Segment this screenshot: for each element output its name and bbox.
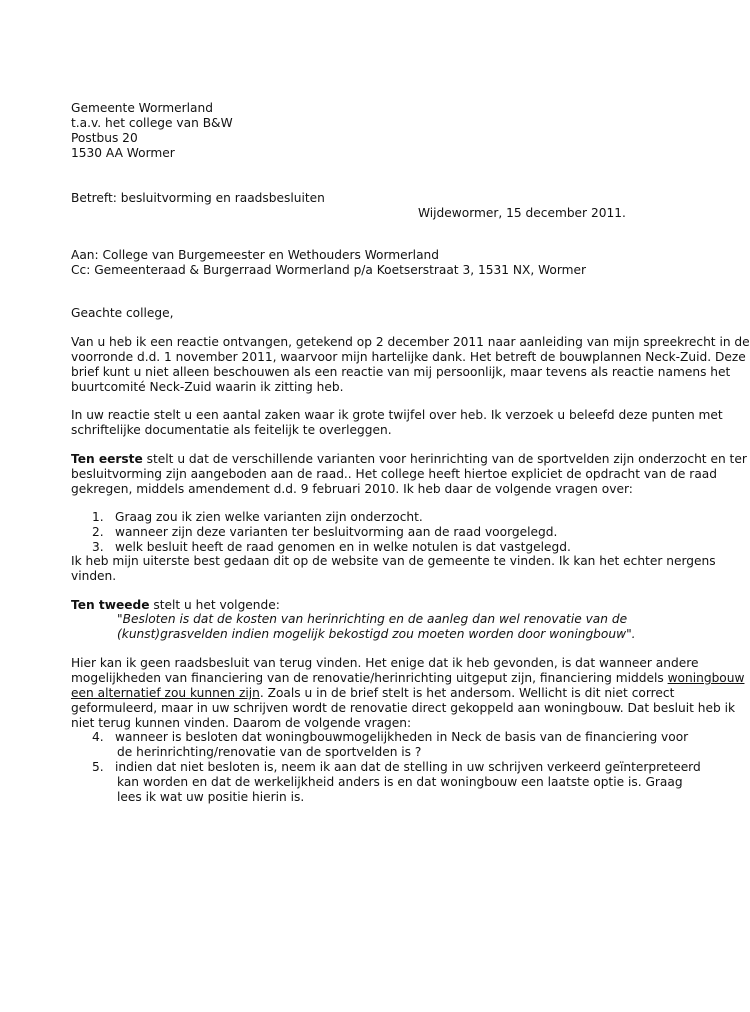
list-number: 5. bbox=[92, 760, 104, 774]
para1-line: buurtcomité Neck-Zuid waarin ik zitting heb. bbox=[71, 380, 344, 394]
underlined-text: woningbouw bbox=[667, 671, 745, 685]
para3-text: mogelijkheden van financiering van de renovatie/herinrichting uitgeput zijn, financiering middels bbox=[71, 671, 668, 685]
para2-line: In uw reactie stelt u een aantal zaken waar ik grote twijfel over heb. Ik verzoek u beleefd deze punten met bbox=[71, 408, 723, 422]
list-item: indien dat niet besloten is, neem ik aan dat de stelling in uw schrijven verkeerd geïnterpreteerd bbox=[115, 760, 701, 774]
second-point-label: Ten tweede bbox=[71, 598, 150, 612]
recipient-to: Aan: College van Burgemeester en Wethouders Wormerland bbox=[71, 248, 439, 262]
underlined-text: een alternatief zou kunnen zijn bbox=[71, 686, 260, 700]
second-point-text: stelt u het volgende: bbox=[149, 598, 280, 612]
address-line-4: 1530 AA Wormer bbox=[71, 146, 175, 160]
para3-line: geformuleerd, maar in uw schrijven wordt de renovatie direct gekoppeld aan woningbouw. Dat besluit heb ik bbox=[71, 701, 736, 715]
list-number: 4. bbox=[92, 730, 104, 744]
recipient-cc: Cc: Gemeenteraad & Burgerraad Wormerland p/a Koetserstraat 3, 1531 NX, Wormer bbox=[71, 263, 587, 277]
list-item: wanneer zijn deze varianten ter besluitvorming aan de raad voorgelegd. bbox=[115, 525, 558, 539]
para1-line: Van u heb ik een reactie ontvangen, getekend op 2 december 2011 naar aanleiding van mijn spreekrecht in de bbox=[71, 335, 750, 349]
list-item: welk besluit heeft de raad genomen en in welke notulen is dat vastgelegd. bbox=[115, 540, 571, 554]
para3-line: niet terug kunnen vinden. Daarom de volgende vragen: bbox=[71, 716, 412, 730]
list-item: Graag zou ik zien welke varianten zijn onderzocht. bbox=[115, 510, 423, 524]
subject-line: Betreft: besluitvorming en raadsbesluiten bbox=[71, 191, 325, 205]
para1-line: brief kunt u niet alleen beschouwen als een reactie van mij persoonlijk, maar tevens als reactie namens het bbox=[71, 365, 731, 379]
address-line-2: t.a.v. het college van B&W bbox=[71, 116, 233, 130]
address-line-3: Postbus 20 bbox=[71, 131, 138, 145]
list-item-continued: de herinrichting/renovatie van de sportvelden is ? bbox=[117, 745, 422, 759]
list-item: wanneer is besloten dat woningbouwmogelijkheden in Neck de basis van de financiering voor bbox=[115, 730, 689, 744]
address-line-1: Gemeente Wormerland bbox=[71, 101, 213, 115]
para3-text: . Zoals u in de brief stelt is het andersom. Wellicht is dit niet correct bbox=[259, 686, 675, 700]
second-point-line bbox=[71, 598, 280, 613]
salutation: Geachte college, bbox=[71, 306, 174, 320]
para2-line: schriftelijke documentatie als feitelijk te overleggen. bbox=[71, 423, 392, 437]
list-item-continued: lees ik wat uw positie hierin is. bbox=[117, 790, 305, 804]
after-list-line: vinden. bbox=[71, 569, 117, 583]
list-number: 3. bbox=[92, 540, 104, 554]
first-point-text: stelt u dat de verschillende varianten voor herinrichting van de sportvelden zijn onderzocht en ter bbox=[142, 452, 747, 466]
para3-line: Hier kan ik geen raadsbesluit van terug vinden. Het enige dat ik heb gevonden, is dat wanneer andere bbox=[71, 656, 699, 670]
para1-line: voorronde d.d. 1 november 2011, waarvoor mijn hartelijke dank. Het betreft de bouwplannen Neck-Zuid. Deze bbox=[71, 350, 746, 364]
after-list-line: Ik heb mijn uiterste best gedaan dit op de website van de gemeente te vinden. Ik kan het echter nergens bbox=[71, 554, 716, 568]
para3-line bbox=[71, 686, 674, 701]
para3-line bbox=[71, 671, 744, 686]
list-number: 1. bbox=[92, 510, 104, 524]
first-point-label: Ten eerste bbox=[71, 452, 143, 466]
quote-line: (kunst)grasvelden indien mogelijk bekostigd zou moeten worden door woningbouw". bbox=[117, 627, 636, 641]
quote-line: "Besloten is dat de kosten van herinrichting en de aanleg dan wel renovatie van de bbox=[117, 612, 628, 626]
list-item-continued: kan worden en dat de werkelijkheid anders is en dat woningbouw een laatste optie is. Graag bbox=[117, 775, 683, 789]
first-point-line bbox=[71, 452, 747, 467]
first-point-line: gekregen, middels amendement d.d. 9 februari 2010. Ik heb daar de volgende vragen over: bbox=[71, 482, 633, 496]
list-number: 2. bbox=[92, 525, 104, 539]
first-point-line: besluitvorming zijn aangeboden aan de raad.. Het college heeft hiertoe expliciet de opdracht van de raad bbox=[71, 467, 717, 481]
letter-date: Wijdewormer, 15 december 2011. bbox=[418, 206, 626, 220]
